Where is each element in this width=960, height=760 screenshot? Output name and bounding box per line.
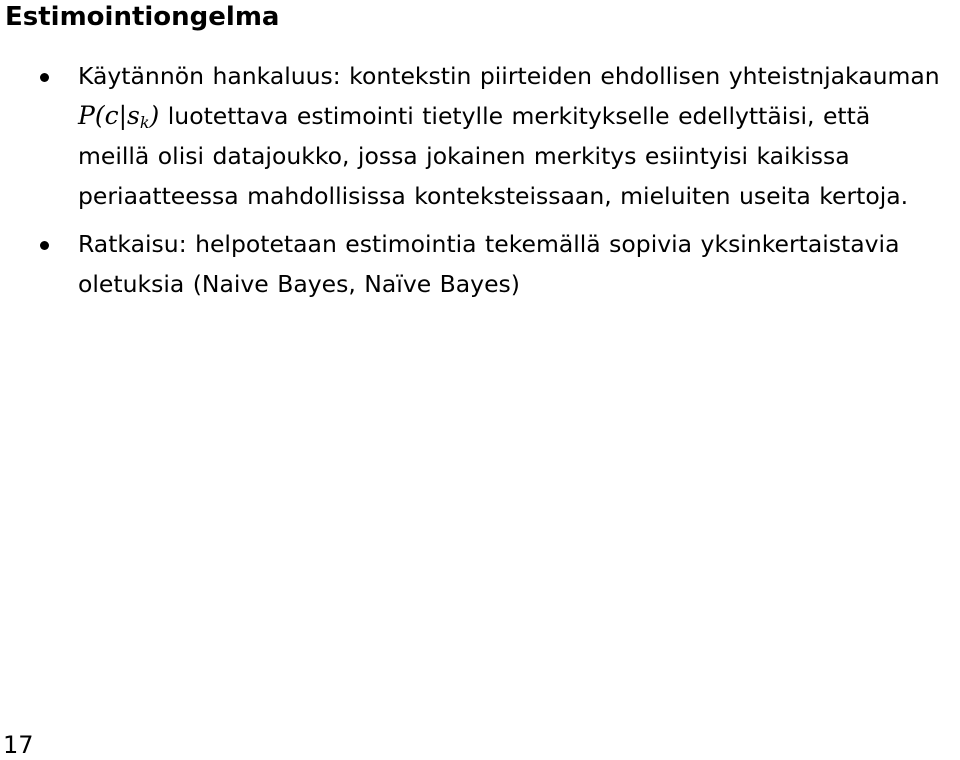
bullet-text-after-math: luotettava estimointi tietylle merkitykselle edellyttäisi, että meillä olisi datajoukko, jossa jokainen merkitys esiintyisi kaikissa periaatteessa mahdollisissa konteksteissaan, mieluiten useita kertoja. xyxy=(78,102,909,210)
page-number: 17 xyxy=(3,731,34,759)
math-close: ) xyxy=(149,101,160,130)
bullet-list xyxy=(0,56,960,312)
bullet-text-before-math: Käytännön hankaluus: kontekstin piirteiden ehdollisen yhteistnjakauman xyxy=(78,62,940,90)
bullet-text-solution: Ratkaisu: helpotetaan estimointia tekemällä sopivia yksinkertaistavia oletuksia (Naive Bayes, Naïve Bayes) xyxy=(78,230,900,298)
math-subscript: k xyxy=(139,113,150,132)
bullet-dot-icon xyxy=(40,73,49,82)
slide-title: Estimointiongelma xyxy=(5,2,280,32)
bullet-item-problem xyxy=(0,56,960,216)
math-main: P(c|s xyxy=(78,101,140,130)
math-expression xyxy=(78,101,159,130)
bullet-dot-icon xyxy=(40,241,49,250)
bullet-item-solution xyxy=(0,224,960,304)
